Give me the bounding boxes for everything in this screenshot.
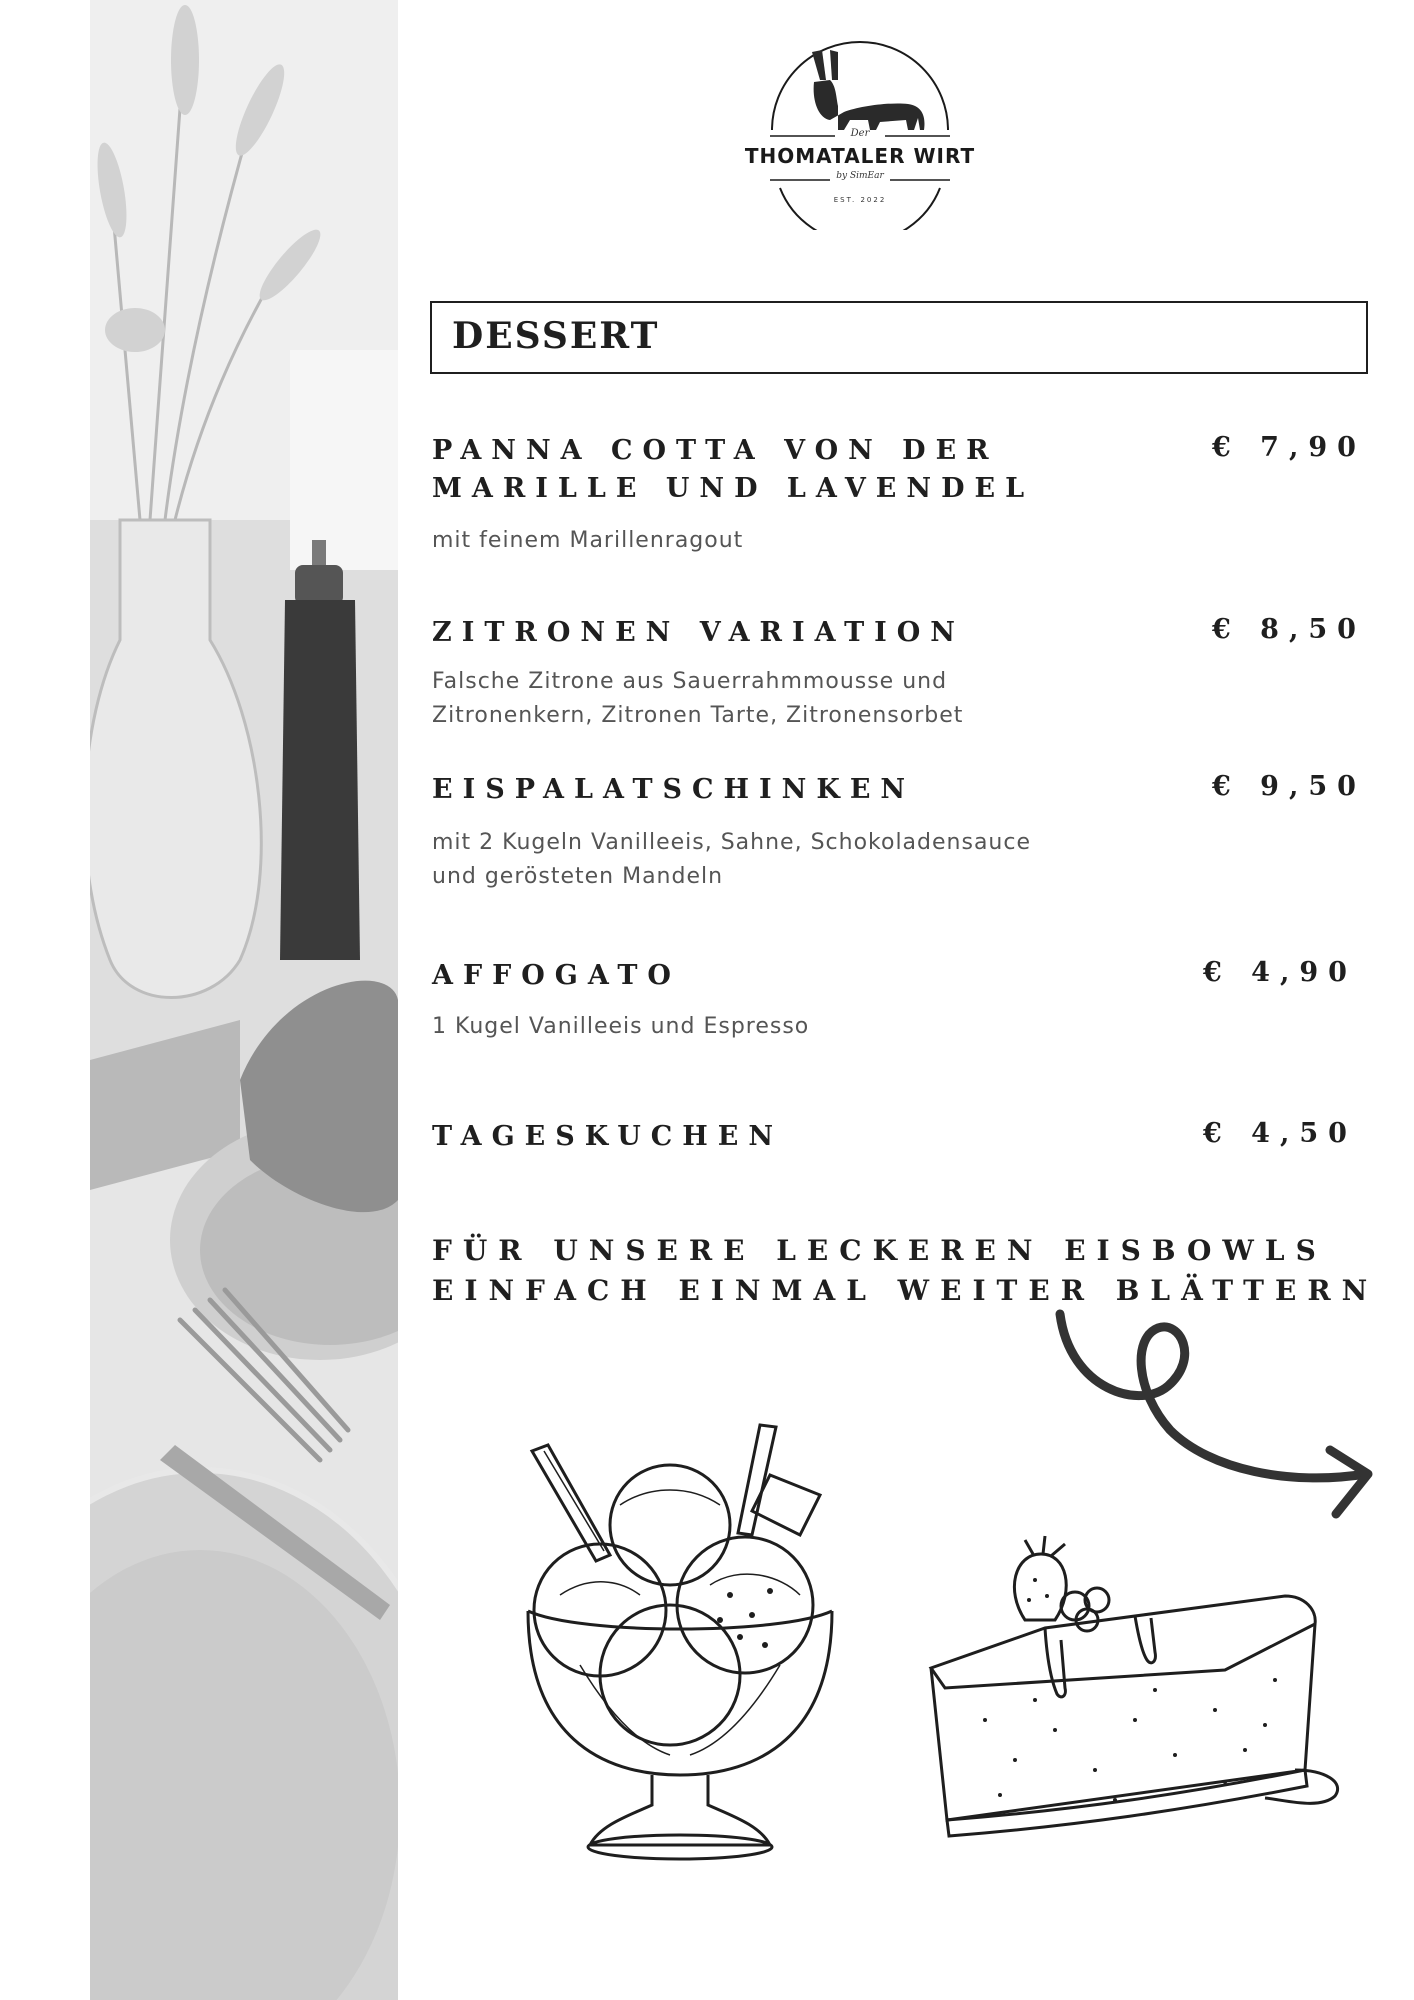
note-line1: FÜR UNSERE LECKEREN EISBOWLS <box>432 1234 1327 1267</box>
eisbowls-note <box>432 1231 1378 1311</box>
item-name-line2: MARILLE UND LAVENDEL <box>432 473 1035 504</box>
item-price: € 4,50 <box>1203 1118 1357 1149</box>
item-description-line2: und gerösteten Mandeln <box>432 864 724 889</box>
item-description-line1: Falsche Zitrone aus Sauerrahmmousse und <box>432 669 948 694</box>
item-name-line1: TAGESKUCHEN <box>432 1121 784 1152</box>
item-name-line1: PANNA COTTA VON DER <box>432 435 999 466</box>
curly-arrow-icon <box>1040 1300 1380 1540</box>
brand-name: THOMATALER WIRT <box>744 144 976 168</box>
item-price: € 7,90 <box>1212 432 1366 463</box>
item-description: mit feinem Marillenragout <box>432 528 744 553</box>
brand-established: EST. 2022 <box>833 196 887 204</box>
table-setting-illustration <box>90 0 398 2000</box>
cake-slice-icon <box>925 1520 1355 1850</box>
brand-logo <box>740 40 980 230</box>
item-name-line1: ZITRONEN VARIATION <box>432 617 965 648</box>
item-description-line2: Zitronenkern, Zitronen Tarte, Zitronensorbet <box>432 703 964 728</box>
brand-byline: by SimEar <box>836 171 884 181</box>
ice-cream-sundae-icon <box>520 1415 840 1865</box>
table-setting-photo <box>90 0 398 2000</box>
item-price: € 4,90 <box>1203 957 1357 988</box>
section-title: DESSERT <box>452 315 660 357</box>
brand-top-word: Der <box>850 128 870 139</box>
item-price: € 9,50 <box>1212 771 1366 802</box>
section-heading-box <box>430 301 1368 374</box>
note-line2: EINFACH EINMAL WEITER BLÄTTERN <box>432 1274 1379 1307</box>
item-description: 1 Kugel Vanilleeis und Espresso <box>432 1014 810 1039</box>
item-description-line1: mit 2 Kugeln Vanilleeis, Sahne, Schokoladensauce <box>432 830 1031 855</box>
item-name-line1: EISPALATSCHINKEN <box>432 774 916 805</box>
item-price: € 8,50 <box>1212 614 1366 645</box>
item-name-line1: AFFOGATO <box>432 960 681 991</box>
